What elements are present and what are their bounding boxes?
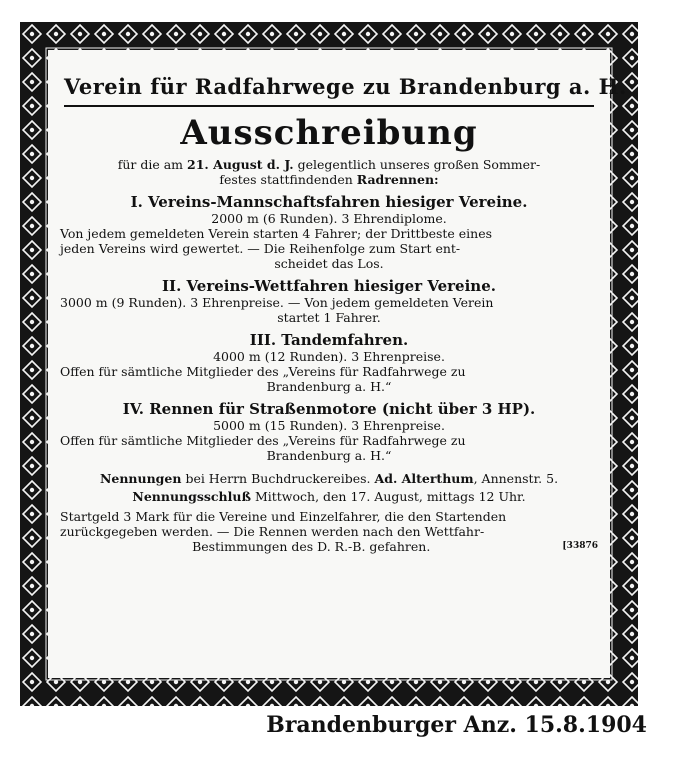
race-note: Offen für sämtliche Mitglieder des „Vereins für Radfahrwege zu [60, 364, 466, 379]
footer-last-row [56, 539, 602, 554]
race-detail-2: 3000 m (9 Runden). 3 Ehrenpreise. — Von jedem gemeldeten Verein [60, 295, 494, 310]
advertisement-body [48, 50, 627, 678]
race-note: scheidet das Los. [274, 256, 384, 271]
race-note: Von jedem gemeldeten Verein starten 4 Fahrer; der Drittbeste eines [60, 226, 493, 241]
source-caption: Brandenburger Anz. 15.8.1904 [266, 712, 647, 738]
footer-line: Startgeld 3 Mark für die Vereine und Einzelfahrer, die den Startenden [60, 509, 507, 524]
registration-line: Nennungen bei Herrn Buchdruckereibes. Ad. Alterthum, Annenstr. 5. [99, 471, 559, 486]
race-heading-4: IV. Rennen für Straßenmotore (nicht über 3 HP). [122, 400, 536, 418]
ad-code: [33876 [562, 541, 598, 551]
race-note: jeden Vereins wird gewertet. — Die Reihenfolge zum Start ent- [60, 241, 461, 256]
event-date: 21. August d. J. [187, 157, 294, 172]
club-header: Verein für Radfahrwege zu Brandenburg a. H. [64, 56, 594, 107]
race-note: Offen für sämtliche Mitglieder des „Vereins für Radfahrwege zu [60, 433, 466, 448]
race-detail-4: 5000 m (15 Runden). 3 Ehrenpreise. [213, 418, 445, 433]
race-detail-1: 2000 m (6 Runden). 3 Ehrendiplome. [211, 211, 447, 226]
intro-line-2: festes stattfindenden Radrennen: [219, 172, 439, 187]
race-heading-1: I. Vereins-Mannschaftsfahren hiesiger Vereine. [130, 193, 528, 211]
footer-line: Bestimmungen des D. R.-B. gefahren. [192, 539, 431, 554]
registration-deadline: Nennungsschluß Mittwoch, den 17. August, mittags 12 Uhr. [132, 489, 526, 504]
decorative-border [20, 22, 638, 706]
footer-line: zurückgegeben werden. — Die Rennen werden nach den Wettfahr- [60, 524, 485, 539]
race-note: startet 1 Fahrer. [277, 310, 381, 325]
race-detail-3: 4000 m (12 Runden). 3 Ehrenpreise. [213, 349, 445, 364]
race-heading-2: II. Vereins-Wettfahren hiesiger Vereine. [162, 277, 496, 295]
race-note: Brandenburg a. H.“ [266, 379, 392, 394]
page-title: Ausschreibung [180, 113, 478, 153]
intro-line-1: für die am 21. August d. J. gelegentlich unseres großen Sommer- [117, 157, 541, 172]
race-heading-3: III. Tandemfahren. [249, 331, 409, 349]
race-note: Brandenburg a. H.“ [266, 448, 392, 463]
